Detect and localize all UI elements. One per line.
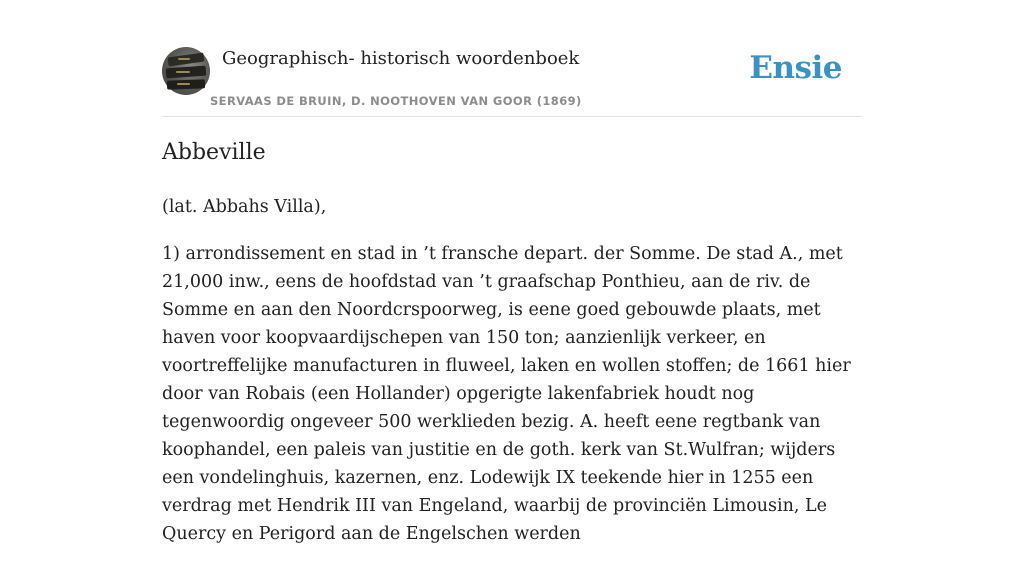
book-thumbnail-icon[interactable]	[162, 47, 210, 95]
entry-content	[162, 193, 862, 567]
entry-title: Abbeville	[162, 140, 266, 165]
book-spine-gilt-shape	[176, 71, 190, 73]
entry-paragraph: (lat. Abbahs Villa),	[162, 197, 327, 217]
book-title-link[interactable]: Geographisch- historisch woordenboek	[222, 48, 580, 69]
book-authors-year: SERVAAS DE BRUIN, D. NOOTHOVEN VAN GOOR (1869)	[210, 94, 582, 108]
entry-paragraph: 1) arrondissement en stad in ’t fransche depart. der Somme. De stad A., met 21,000 inw., eens de hoofdstad van ’t graafschap Ponthieu, aan de riv. de Somme en aan den Noordcrspoorweg, is eene goed gebouwde plaats, met haven voor koopvaardijschepen van 150 ton; aanzienlijk verkeer, en voortreffelijke manufacturen in fluweel, laken en wollen stoffen; de 1661 hier door van Robais (een Hollander) opgerigte lakenfabriek houdt nog tegenwoordig ongeveer 500 werklieden bezig. A. heeft eene regtbank van koophandel, een paleis van justitie en de goth. kerk van St.Wulfran; wijders een vondelinghuis, kazernen, enz. Lodewijk IX teekende hier in 1255 een verdrag met Hendrik III van Engeland, waarbij de provinciën Limousin, Le Quercy en Perigord aan de Engelschen werden	[162, 244, 851, 544]
ensie-logo-link[interactable]: Ensie	[749, 50, 842, 86]
book-spine-gilt-shape	[177, 83, 190, 85]
book-spine-gilt-shape	[178, 58, 190, 60]
book-header	[162, 44, 862, 117]
